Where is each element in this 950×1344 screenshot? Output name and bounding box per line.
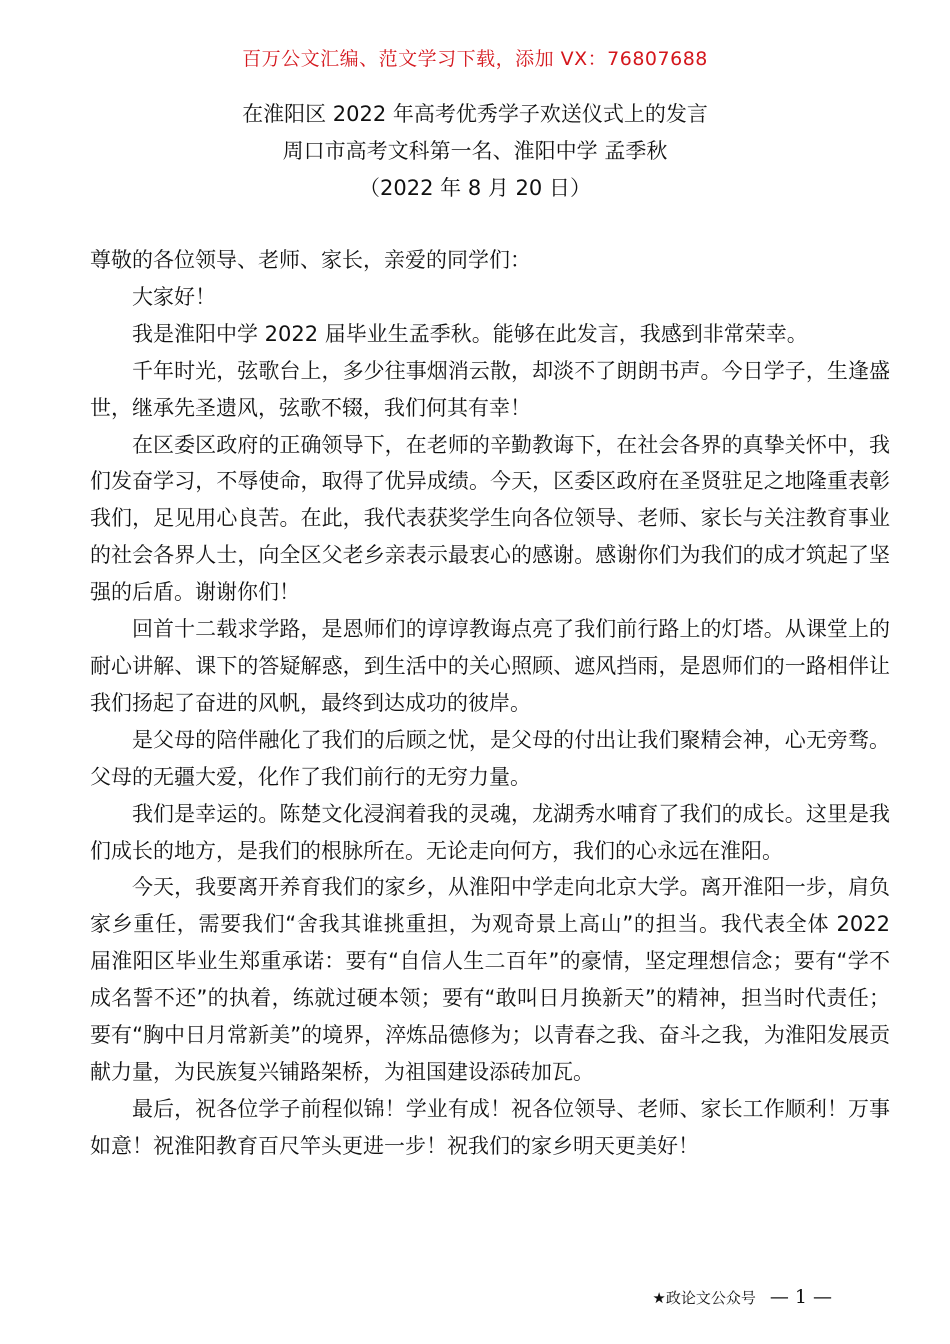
paragraph: 我是淮阳中学 2022 届毕业生孟季秋。能够在此发言，我感到非常荣幸。 <box>132 321 808 346</box>
speech-date: （2022 年 8 月 20 日） <box>359 176 591 200</box>
paragraph: 我们是幸运的。陈楚文化浸润着我的灵魂，龙湖秀水哺育了我们的成长。这里是我们成长的地方，是我们的根脉所在。无论走向何方，我们的心永远在淮阳。 <box>90 801 890 863</box>
paragraph: 大家好！ <box>132 284 216 309</box>
page-footer <box>652 1286 832 1308</box>
footer-source: ★政论文公众号 <box>652 1288 756 1307</box>
promo-banner: 百万公文汇编、范文学习下载，添加 VX：76807688 <box>242 48 708 70</box>
page-number: — 1 — <box>769 1286 832 1308</box>
title-block <box>0 96 950 207</box>
salutation: 尊敬的各位领导、老师、家长，亲爱的同学们： <box>90 248 531 272</box>
paragraph: 最后，祝各位学子前程似锦！学业有成！祝各位领导、老师、家长工作顺利！万事如意！祝淮阳教育百尺竿头更进一步！祝我们的家乡明天更美好！ <box>90 1096 890 1158</box>
paragraph: 是父母的陪伴融化了我们的后顾之忧，是父母的付出让我们聚精会神，心无旁骛。父母的无疆大爱，化作了我们前行的无穷力量。 <box>90 727 890 789</box>
paragraph: 在区委区政府的正确领导下，在老师的辛勤教诲下，在社会各界的真挚关怀中，我们发奋学习，不辱使命，取得了优异成绩。今天，区委区政府在圣贤驻足之地隆重表彰我们，足见用心良苦。在此，我代表获奖学生向各位领导、老师、家长与关注教育事业的社会各界人士，向全区父老乡亲表示最衷心的感谢。感谢你们为我们的成才筑起了坚强的后盾。谢谢你们！ <box>90 432 890 605</box>
speaker-line: 周口市高考文科第一名、淮阳中学 孟季秋 <box>282 139 668 163</box>
paragraph: 千年时光，弦歌台上，多少往事烟消云散，却淡不了朗朗书声。今日学子，生逢盛世，继承先圣遗风，弦歌不辍，我们何其有幸！ <box>90 358 890 420</box>
paragraph: 今天，我要离开养育我们的家乡，从淮阳中学走向北京大学。离开淮阳一步，肩负家乡重任，需要我们“舍我其谁挑重担，为观奇景上高山”的担当。我代表全体 2022 届淮阳区毕业生郑重承诺：要有“自信人生二百年”的豪情，坚定理想信念；要有“学不成名誓不还”的执着，练就过硬本领；要有“敢叫日月换新天”的精神，担当时代责任；要有“胸中日月常新美”的境界，淬炼品德修为；以青春之我、奋斗之我，为淮阳发展贡献力量，为民族复兴铺路架桥，为祖国建设添砖加瓦。 <box>90 875 890 1084</box>
speech-title: 在淮阳区 2022 年高考优秀学子欢送仪式上的发言 <box>242 102 708 126</box>
paragraph: 回首十二载求学路，是恩师们的谆谆教诲点亮了我们前行路上的灯塔。从课堂上的耐心讲解、课下的答疑解惑，到生活中的关心照顾、遮风挡雨，是恩师们的一路相伴让我们扬起了奋进的风帆，最终到达成功的彼岸。 <box>90 617 890 715</box>
speech-body <box>90 242 890 1165</box>
